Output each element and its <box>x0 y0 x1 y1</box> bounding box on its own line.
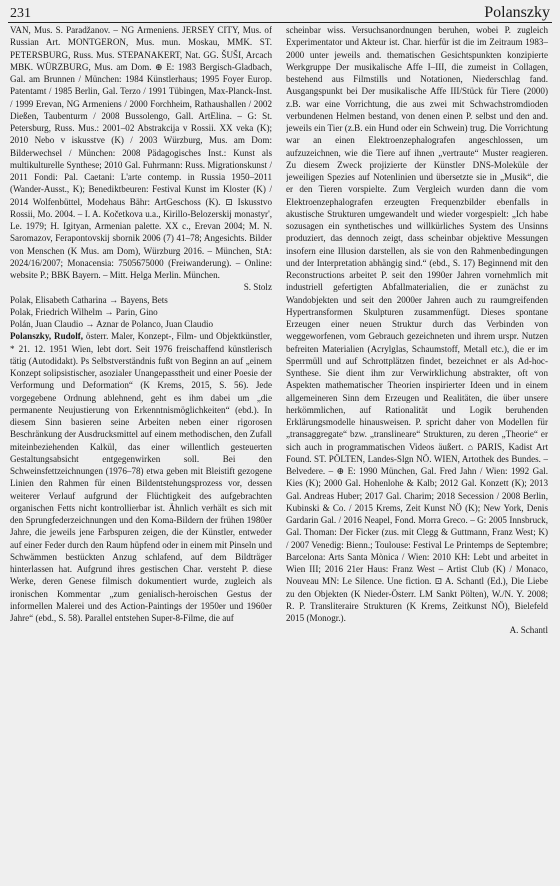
cross-reference: Polak, Elisabeth Catharina → Bayens, Bets <box>10 294 168 305</box>
page-header <box>8 2 552 23</box>
entry-headword: Polanszky, Rudolf, <box>10 331 84 342</box>
entry-continuation: VAN, Mus. S. Paradžanov. – NG Armeniens. JERSEY CITY, Mus. of Russian Art. MONTGERON, Mus. mun. Moskau, MMK. ST. PETERSBURG, Russ. Mus. STEPANAKERT, Nat. GG. ŠUŠI, Arcach MBK. WÜRZBURG, Mus. am Dom. ⊕ E: 1983 Bergisch-Gladbach, Gal. am Brunnen / München: 1984 Künstlerhaus; 1995 Foyer Europ. Patentamt / 1985 Berlin, Gal. Terzo / 1991 Tübingen, Max-Planck-Inst. / 1999 Erevan, NG Armeniens / 2000 Forchheim, Rathaushallen / 2002 Dießen, Taubenturm / 2008 Bussolengo, Gall. ArtElina. – G: St. Petersburg, Russ. Mus.: 2001–02 Abstrakcija v Rossii. XX veka (K); 2010 Nebo v iskusstve (K) / 2003 Würzburg, Mus. am Dom: Bilderwechsel / München: 2008 Pädagogisches Inst.: Kunst als multikulturelle Synthese; 2010 Gal. Fuhrmann: Russ. Migrationskunst / 2011 Fondi: Pal. Caetani: L'arte contemp. in Russia 1950–2011 (Wander-Ausst., K); Benediktbeuren: Festival Kunst im Kloster (K) / 2014 Wolfenbüttel, Modehaus Bähr: ArtGeschoss (K). ⊡ Iskusstvo Rossii, Mo. 2004. – I. A. Kočetkova u.a., Kirillo-Belozerskij monastyr', Le. 1979; H. Igityan, Armenian palette. XX c., Erevan 2004; M. N. Saromazov, Ferapontovskij sbornik 2006 (7) 41–78; Angesichts. Bilder von Menschen (K Mus. am Dom), Würzburg 2016. – München, StA: 2024/16/2007; Monacensia: 7505675000 (Freiwanderung). – Online: website P.; BBK Bayern. – Mitt. Helga Merlin. München. <box>10 25 272 280</box>
entry-body-continued: scheinbar wiss. Versuchsanordnungen beruhen, wobei P. zugleich Experimentator und Akteur ist. Char. hierfür ist die im Zeitraum 1983–2000 unter jeweils and. thematischen Gesichtspunkten konzipierte Werkgruppe Der musikalische Affe I–III, die zumeist in Collagen, bestehend aus Filmstills und Notationen, Niederschlag fand. Ausgangspunkt bei Der musikalische Affe III/Stück für Tiere (2000) z.B. war eine Vorrichtung, die aus zwei mit Schwachstromdioden verbundenen Helmen bestand, von denen einen P. selbst und den and. jeweils ein Tier (z.B. ein Hund oder ein Schwein) trug. Die Vorrichtung war an einen Elektroenzephalografen angeschlossen, um aufzuzeichnen, wie die Tiere auf ihnen „vertraute“ Muster reagieren. Zu diesem Zweck projizierte der Künstler DNS-Moleküle der jeweiligen Spezies auf Notenlinien und übersetzte sie in „Musik“, die er den Tieren vorspielte. Zum Vergleich wurden dann die vom Elektroenzephalografen erzeugten Frequenzbilder ebenfalls in akustische Strukturen umgewandelt und wieder vorgespielt: „Ich habe sozusagen ein synthetisches und willkürliches System des Unsinns produziert, das dennoch zeigt, dass scheinbar objektive Messungen insofern eine Illusion darstellen, als sie von den Rahmenbedingungen und der Interpretation abhängig sind.“ (ebd., S. 17) Beginnend mit den Reconstructions arbeitet P. seit den 1990er Jahren vornehmlich mit industriell gefertigten Abfallmaterialien, die er zunächst zu Wandobjekten und seit den 2000er Jahren auch zu raumgreifenden Hypertransformen Skulpturen zusammenfügt. Dieses spontane Erzeugen einer neuen Struktur durch das Verbinden von weggeworfenen, vom Gebrauch gezeichneten und ihrem urspr. Nutzen befreiten Materialien (Acrylglas, Schaumstoff, Metall etc.), die er im Sperrmüll und auf Schrottplätzen findet, bezeichnet er als Ad-hoc-Synthese. Sie dient ihm zur Verwirklichung abstrakter, oft von Aspekten mathematischer Theorien inspirierter Ideen und in einem allgemeineren Sinn dem Erzeugen und Realitäten, die über unsere herkömmlichen, auf Rationalität und Logik beruhenden Erklärungsmodelle hinausweisen. P. spricht daher von Modellen für „transaggregate“ bzw. „translineare“ Strukturen, zu deren „Theorie“ er sich auch in programmatischen Videos äußert. ⌂ PARIS, Kadist Art Found. ST. PÖLTEN, Landes-Slgn NÖ. WIEN, Artothek des Bundes. – Belvedere. – ⊕ E: 1990 München, Gal. Fred Jahn / Wien: 1992 Gal. Kies (K); 2000 Gal. Hohenlohe & Kalb; 2012 Gal. Konzett (K); 2013 Gal. Andreas Huber; 2017 Gal. Charim; 2018 Secession / 2008 Berlin, Kubinski & Co. / 2015 Krems, Zeit Kunst NÖ (K); New York, Denis Gardarin Gal. / 2016 Neapel, Fond. Morra Greco. – G: 2005 Innsbruck, Gal. Thoman: Der Ficker (zus. mit Clegg & Guttmann, Franz West; K) / 2007 Venedig: Bienn.; Toulouse: Festival Le Printemps de Septembre; Barcelona: Arts Santa Mònica / Wien: 2010 KH: Lebt und arbeitet in Wien III; 2016 21er Haus: Franz West – Artist Club (K) / Monaco, Nouveau MN: Le Silence. Une fiction. ⊡ A. Schantl (Ed.), Die Liebe zu den Objekten (K Nieder-Österr. LM Sankt Pölten), W./N. Y. 2008; R. P. Transliteraire Strukturen (K Krems, Zeitkunst NÖ), Bielefeld 2015 (Monogr.). <box>286 25 548 623</box>
entry-author: S. Stolz <box>243 282 272 293</box>
right-column <box>286 24 548 882</box>
entry-author: A. Schantl <box>509 625 548 636</box>
page-number: 231 <box>10 6 31 21</box>
running-head: Polanszky <box>484 4 550 21</box>
entry-body: österr. Maler, Konzept-, Film- und Objektkünstler, * 21. 12. 1951 Wien, lebt dort. Seit 1976 freischaffend künstlerisch tätig (Autodidakt). Ps Selbstverständnis fußt von Beginn an auf „einem Konzept solipsistischer, asozialer Unangepasstheit und einer Poesie der Verformung und Deformation“ (K Krems, 2015, S. 56). Jede vorgegebene Ordnung ablehnend, geht es ihm dabei um „die permanente Neujustierung von Erkenntnismöglichkeiten“ (ebd.). In diesem Sinn basieren seine Arbeiten neben einer rigorosen Beschränkung der Ausdrucksmittel auf einem methodischen, den Zufall miteinbeziehenden Kalkül, das einer willentlich gesteuerten Gestaltungsabsicht entgegenwirken soll. Bei den Schweinsfettzeichnungen (1976–78) etwa geben mit Bleistift gezogene Linien den Rahmen für einen Bildentstehungsprozess vor, dessen weiterer Verlauf aufgrund der Flüchtigkeit des aufgebrachten organischen Fetts nicht kontrollierbar ist. Ähnlich verhält es sich mit den Sprungfederzeichnungen und den Koma-Bildern der frühen 1980er Jahre, die jeweils jene Farbspuren zeigen, die der Künstler, entweder auf einer Feder durch den Raum hüpfend oder in einem mit Pinseln und Schwämmen bestückten Anzug schlafend, auf dem Bildträger hinterlassen hat. Aufgrund ihres gestischen Char. versteht P. diese Werke, deren Genese filmisch dokumentiert wurde, zugleich als ironischen Kommentar „zum genialisch-heroischen Gestus der informellen Malerei und des Action-Paintings der 1950er und 1960er Jahre“ (ebd., S. 58). Parallel entstehen Super-8-Filme, die auf <box>10 331 272 623</box>
main-entry <box>10 330 272 624</box>
cross-reference: Polán, Juan Claudio → Aznar de Polanco, Juan Claudio <box>10 319 214 329</box>
left-column <box>10 24 272 882</box>
cross-reference: Polak, Friedrich Wilhelm → Parin, Gino <box>10 306 158 317</box>
